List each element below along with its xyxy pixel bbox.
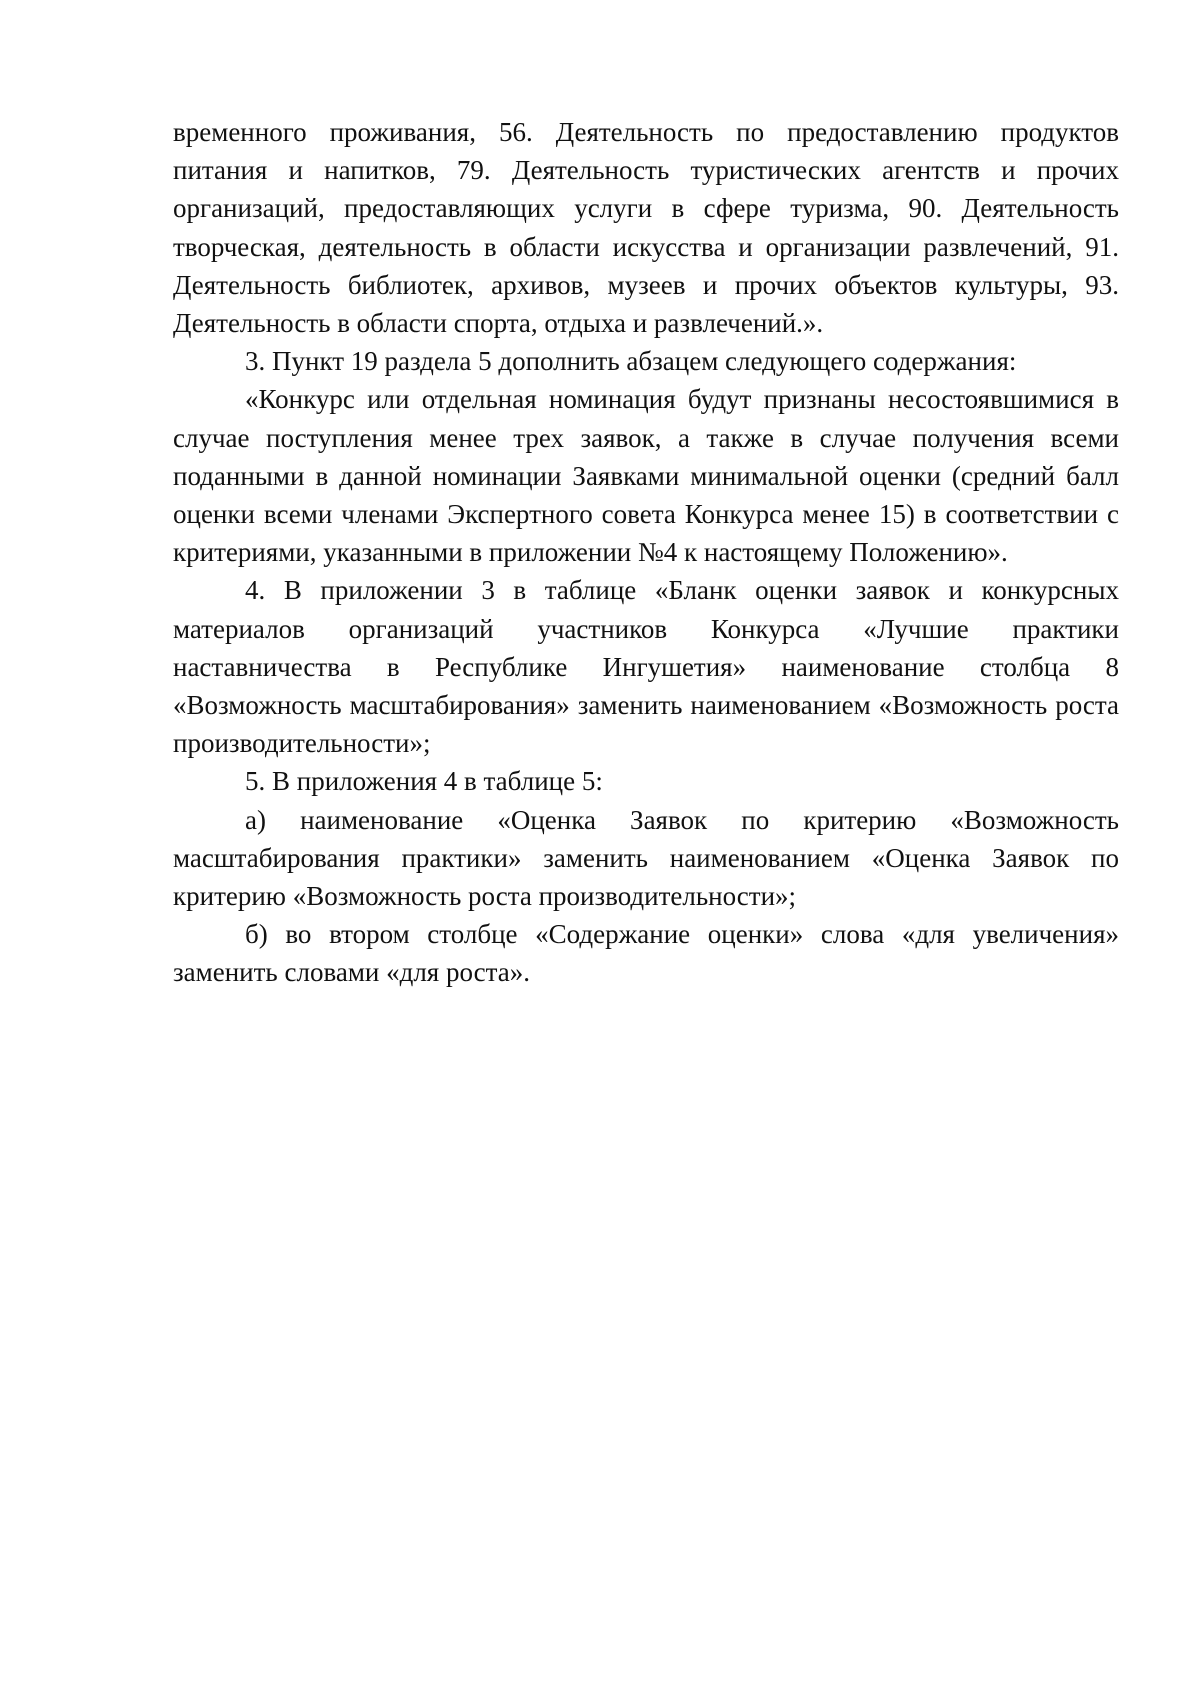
- document-body: [173, 113, 1119, 992]
- paragraph-item-5: 5. В приложения 4 в таблице 5:: [245, 766, 603, 797]
- paragraph-continuation: временного проживания, 56. Деятельность по предоставлению продуктов питания и напитков, 79. Деятельность туристических агентств и прочих организаций, предоставляющих услуги в сфере туризма, 90. Деятельность творческая, деятельность в области искусства и организации развлечений, 91. Деятельность библиотек, архивов, музеев и прочих объектов культуры, 93. Деятельность в области спорта, отдыха и развлечений.».: [173, 117, 1119, 339]
- paragraph-item-4: 4. В приложении 3 в таблице «Бланк оценки заявок и конкурсных материалов организаций участников Конкурса «Лучшие практики наставничества в Республике Ингушетия» наименование столбца 8 «Возможность масштабирования» заменить наименованием «Возможность роста производительности»;: [173, 575, 1119, 759]
- paragraph-item-3-quote: «Конкурс или отдельная номинация будут признаны несостоявшимися в случае поступления менее трех заявок, а также в случае получения всеми поданными в данной номинации Заявками минимальной оценки (средний балл оценки всеми членами Экспертного совета Конкурса менее 15) в соответствии с критериями, указанными в приложении №4 к настоящему Положению».: [173, 384, 1119, 568]
- paragraph-item-5b: б) во втором столбце «Содержание оценки» слова «для увеличения» заменить словами «для роста».: [173, 919, 1119, 988]
- paragraph-item-5a: а) наименование «Оценка Заявок по критерию «Возможность масштабирования практики» заменить наименованием «Оценка Заявок по критерию «Возможность роста производительности»;: [173, 804, 1119, 912]
- paragraph-item-3: 3. Пункт 19 раздела 5 дополнить абзацем следующего содержания:: [245, 346, 1017, 377]
